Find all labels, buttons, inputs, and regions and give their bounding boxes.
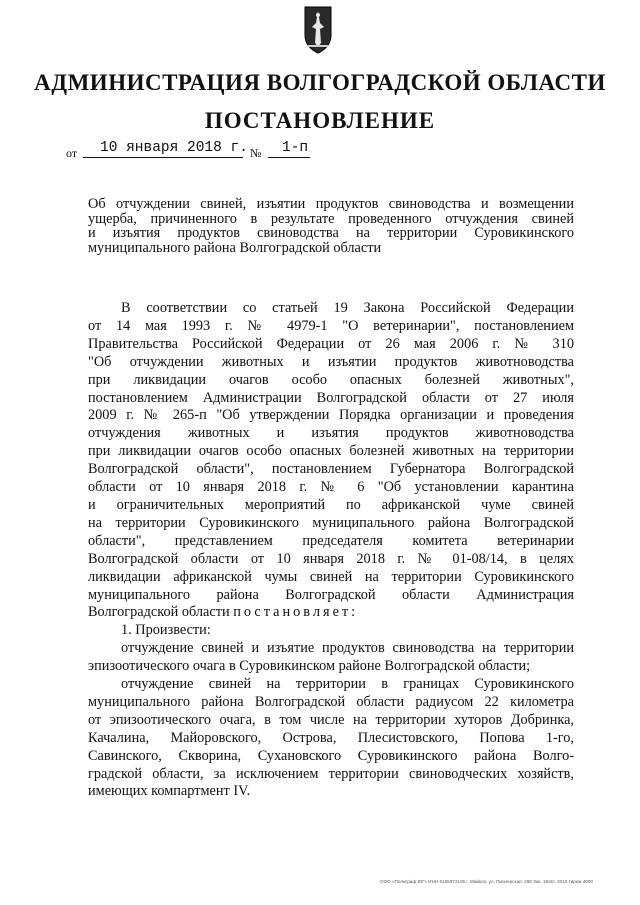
document-body [88, 300, 574, 801]
date-label: от [66, 146, 78, 160]
coat-of-arms-emblem [302, 5, 334, 55]
body-line: Правительства Российской Федерации от 26 мая 2006 г. № 310 [88, 335, 574, 352]
body-line: муниципального района Волгоградской области радиусом 22 километра [88, 693, 574, 710]
closing-prefix: Волгоградской области [88, 604, 234, 621]
body-line: Савинского, Скворина, Сухановского Суровикинского района Волго- [88, 747, 574, 764]
body-line: постановлением Администрации Волгоградской области от 27 июля [88, 389, 574, 406]
body-line: эпизоотического очага в Суровикинском районе Волгоградской области; [88, 658, 531, 675]
body-line: ликвидации африканской чумы свиней на территории Суровикинского [88, 568, 574, 585]
item-heading: 1. Произвести: [121, 622, 211, 639]
body-line: Качалина, Майоровского, Острова, Плесистовского, Попова 1-го, [88, 729, 574, 746]
body-line: от 14 мая 1993 г. № 4979-1 "О ветеринарии", постановлением [88, 317, 574, 334]
subject-line: и изъятия продуктов свиноводства на территории Суровикинского [88, 225, 574, 242]
organization-title: АДМИНИСТРАЦИЯ ВОЛГОГРАДСКОЙ ОБЛАСТИ [34, 70, 606, 95]
body-line: области", представлением председателя комитета ветеринарии [88, 532, 574, 549]
date-underline [83, 157, 243, 158]
subject-line: ущерба, причиненного в результате проведенного отчуждения свиней [88, 210, 574, 227]
date-value: 10 января 2018 г. [100, 140, 248, 156]
body-line: при ликвидации очагов особо опасных болезней животных", [88, 371, 574, 388]
closing-decree-word: постановляет: [233, 604, 359, 621]
subject-line: Об отчуждении свиней, изъятии продуктов свиноводства и возмещении [88, 196, 574, 212]
number-label: № [250, 146, 262, 160]
body-line: имеющих компартмент IV. [88, 783, 251, 800]
document-type-title: ПОСТАНОВЛЕНИЕ [204, 108, 436, 133]
body-line: градской области, за исключением территории свиноводческих хозяйств, [88, 765, 574, 782]
body-line: области от 10 января 2018 г. № 6 "Об установлении карантина [88, 479, 574, 496]
print-info-footer: ООО «Полиграф-ЮГ» ИНН 6165072106 г. Майкоп, ул. Пионерская, 268 Зак. 19х5т. 2015 тираж 4000 [380, 879, 593, 884]
body-line: отчуждения животных и изъятия продуктов животноводства [88, 425, 574, 442]
body-line: муниципального района Волгоградской области Администрация [88, 586, 574, 603]
body-line: и ограничительных мероприятий по африканской чуме свиней [88, 496, 574, 513]
body-line: 2009 г. № 265-п "Об утверждении Порядка организации и проведения [88, 407, 574, 424]
document-subject [88, 197, 574, 255]
body-line: отчуждение свиней и изъятие продуктов свиноводства на территории [121, 640, 574, 657]
body-line: В соответствии со статьей 19 Закона Российской Федерации [121, 300, 574, 316]
body-line: "Об отчуждении животных и изъятии продуктов животноводства [88, 353, 574, 370]
number-underline [268, 157, 310, 158]
body-line: при ликвидации очагов особо опасных болезней животных на территории [88, 443, 574, 460]
subject-line: муниципального района Волгоградской области [88, 239, 382, 256]
number-value: 1-п [282, 140, 309, 156]
closing-line [88, 604, 574, 622]
body-line: на территории Суровикинского муниципального района Волгоградской [88, 514, 574, 531]
body-line: Волгоградской области", постановлением Губернатора Волгоградской [88, 461, 574, 478]
body-line: Волгоградской области от 10 января 2018 г. № 01-08/14, в целях [88, 550, 574, 567]
body-line: от эпизоотического очага, в том числе на территории хуторов Добринка, [88, 711, 574, 728]
body-line: отчуждение свиней на территории в границах Суровикинского [121, 676, 574, 693]
